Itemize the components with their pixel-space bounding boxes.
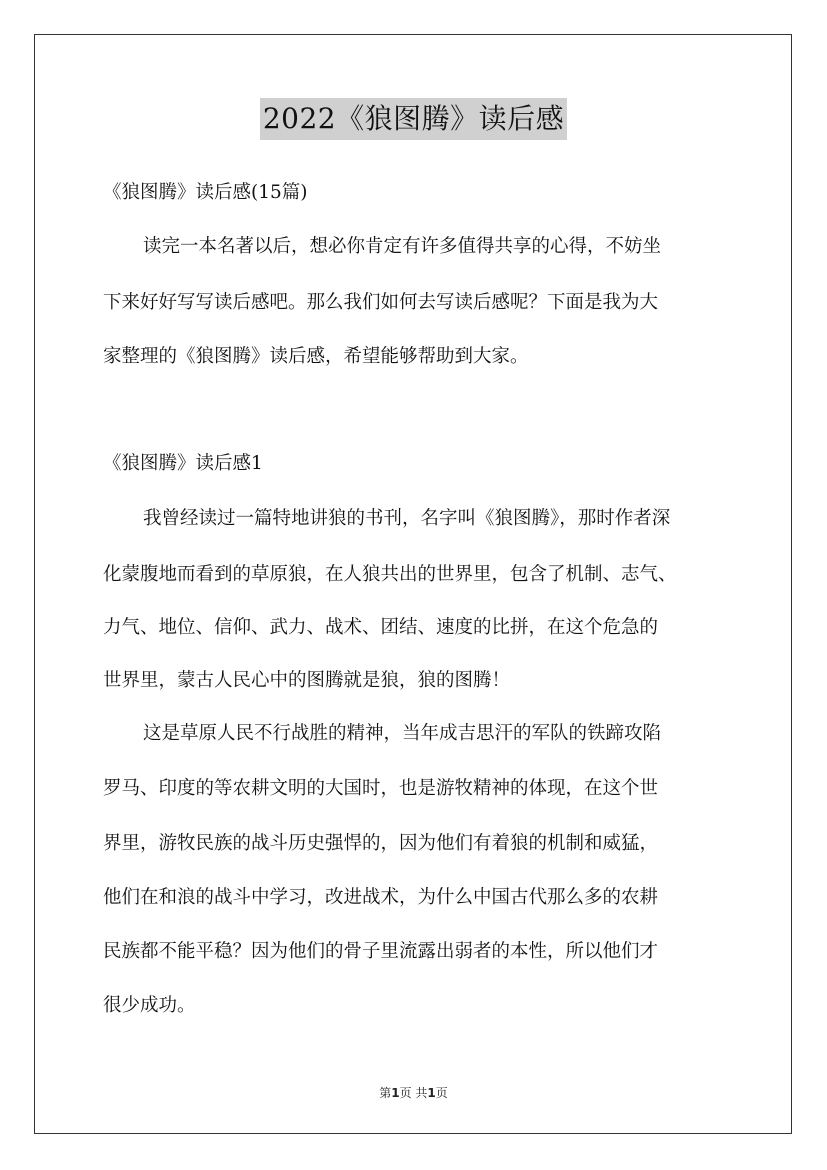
- footer-total-pages: 1: [427, 1086, 436, 1100]
- intro-line: 读完一本名著以后，想必你肯定有许多值得共享的心得，不妨坐: [143, 236, 662, 257]
- paragraph-line: 世界里，蒙古人民心中的图腾就是狼，狼的图腾！: [103, 670, 511, 691]
- paragraph-line: 化蒙腹地而看到的草原狼，在人狼共出的世界里，包含了机制、志气、: [103, 564, 677, 585]
- paragraph-line: 我曾经读过一篇特地讲狼的书刊，名字叫《狼图腾》，那时作者深: [143, 508, 671, 529]
- paragraph-line: 这是草原人民不行战胜的精神，当年成吉思汗的军队的铁蹄攻陷: [143, 723, 662, 744]
- document-title: 2022《狼图腾》读后感: [260, 98, 567, 140]
- intro-line: 下来好好写写读后感吧。那么我们如何去写读后感呢？下面是我为大: [103, 292, 659, 313]
- footer-prefix: 第: [379, 1086, 392, 1100]
- paragraph-line: 力气、地位、信仰、武力、战术、团结、速度的比拼，在这个危急的: [103, 617, 659, 638]
- page-footer: [0, 1084, 827, 1101]
- section-heading: 《狼图腾》读后感1: [103, 453, 263, 474]
- footer-suffix: 页: [435, 1086, 448, 1100]
- paragraph-line: 民族都不能平稳？因为他们的骨子里流露出弱者的本性，所以他们才: [103, 941, 659, 962]
- paragraph-line: 罗马、印度的等农耕文明的大国时，也是游牧精神的体现，在这个世: [103, 778, 659, 799]
- title-container: [0, 98, 827, 140]
- paragraph-line: 很少成功。: [103, 995, 196, 1016]
- footer-page-number: 1: [391, 1086, 400, 1100]
- footer-mid: 页 共: [399, 1086, 428, 1100]
- intro-line: 家整理的《狼图腾》读后感，希望能够帮助到大家。: [103, 346, 529, 367]
- paragraph-line: 他们在和浪的战斗中学习，改进战术，为什么中国古代那么多的农耕: [103, 887, 659, 908]
- subtitle: 《狼图腾》读后感(15篇): [103, 182, 308, 203]
- paragraph-line: 界里，游牧民族的战斗历史强悍的，因为他们有着狼的机制和威猛，: [103, 833, 659, 854]
